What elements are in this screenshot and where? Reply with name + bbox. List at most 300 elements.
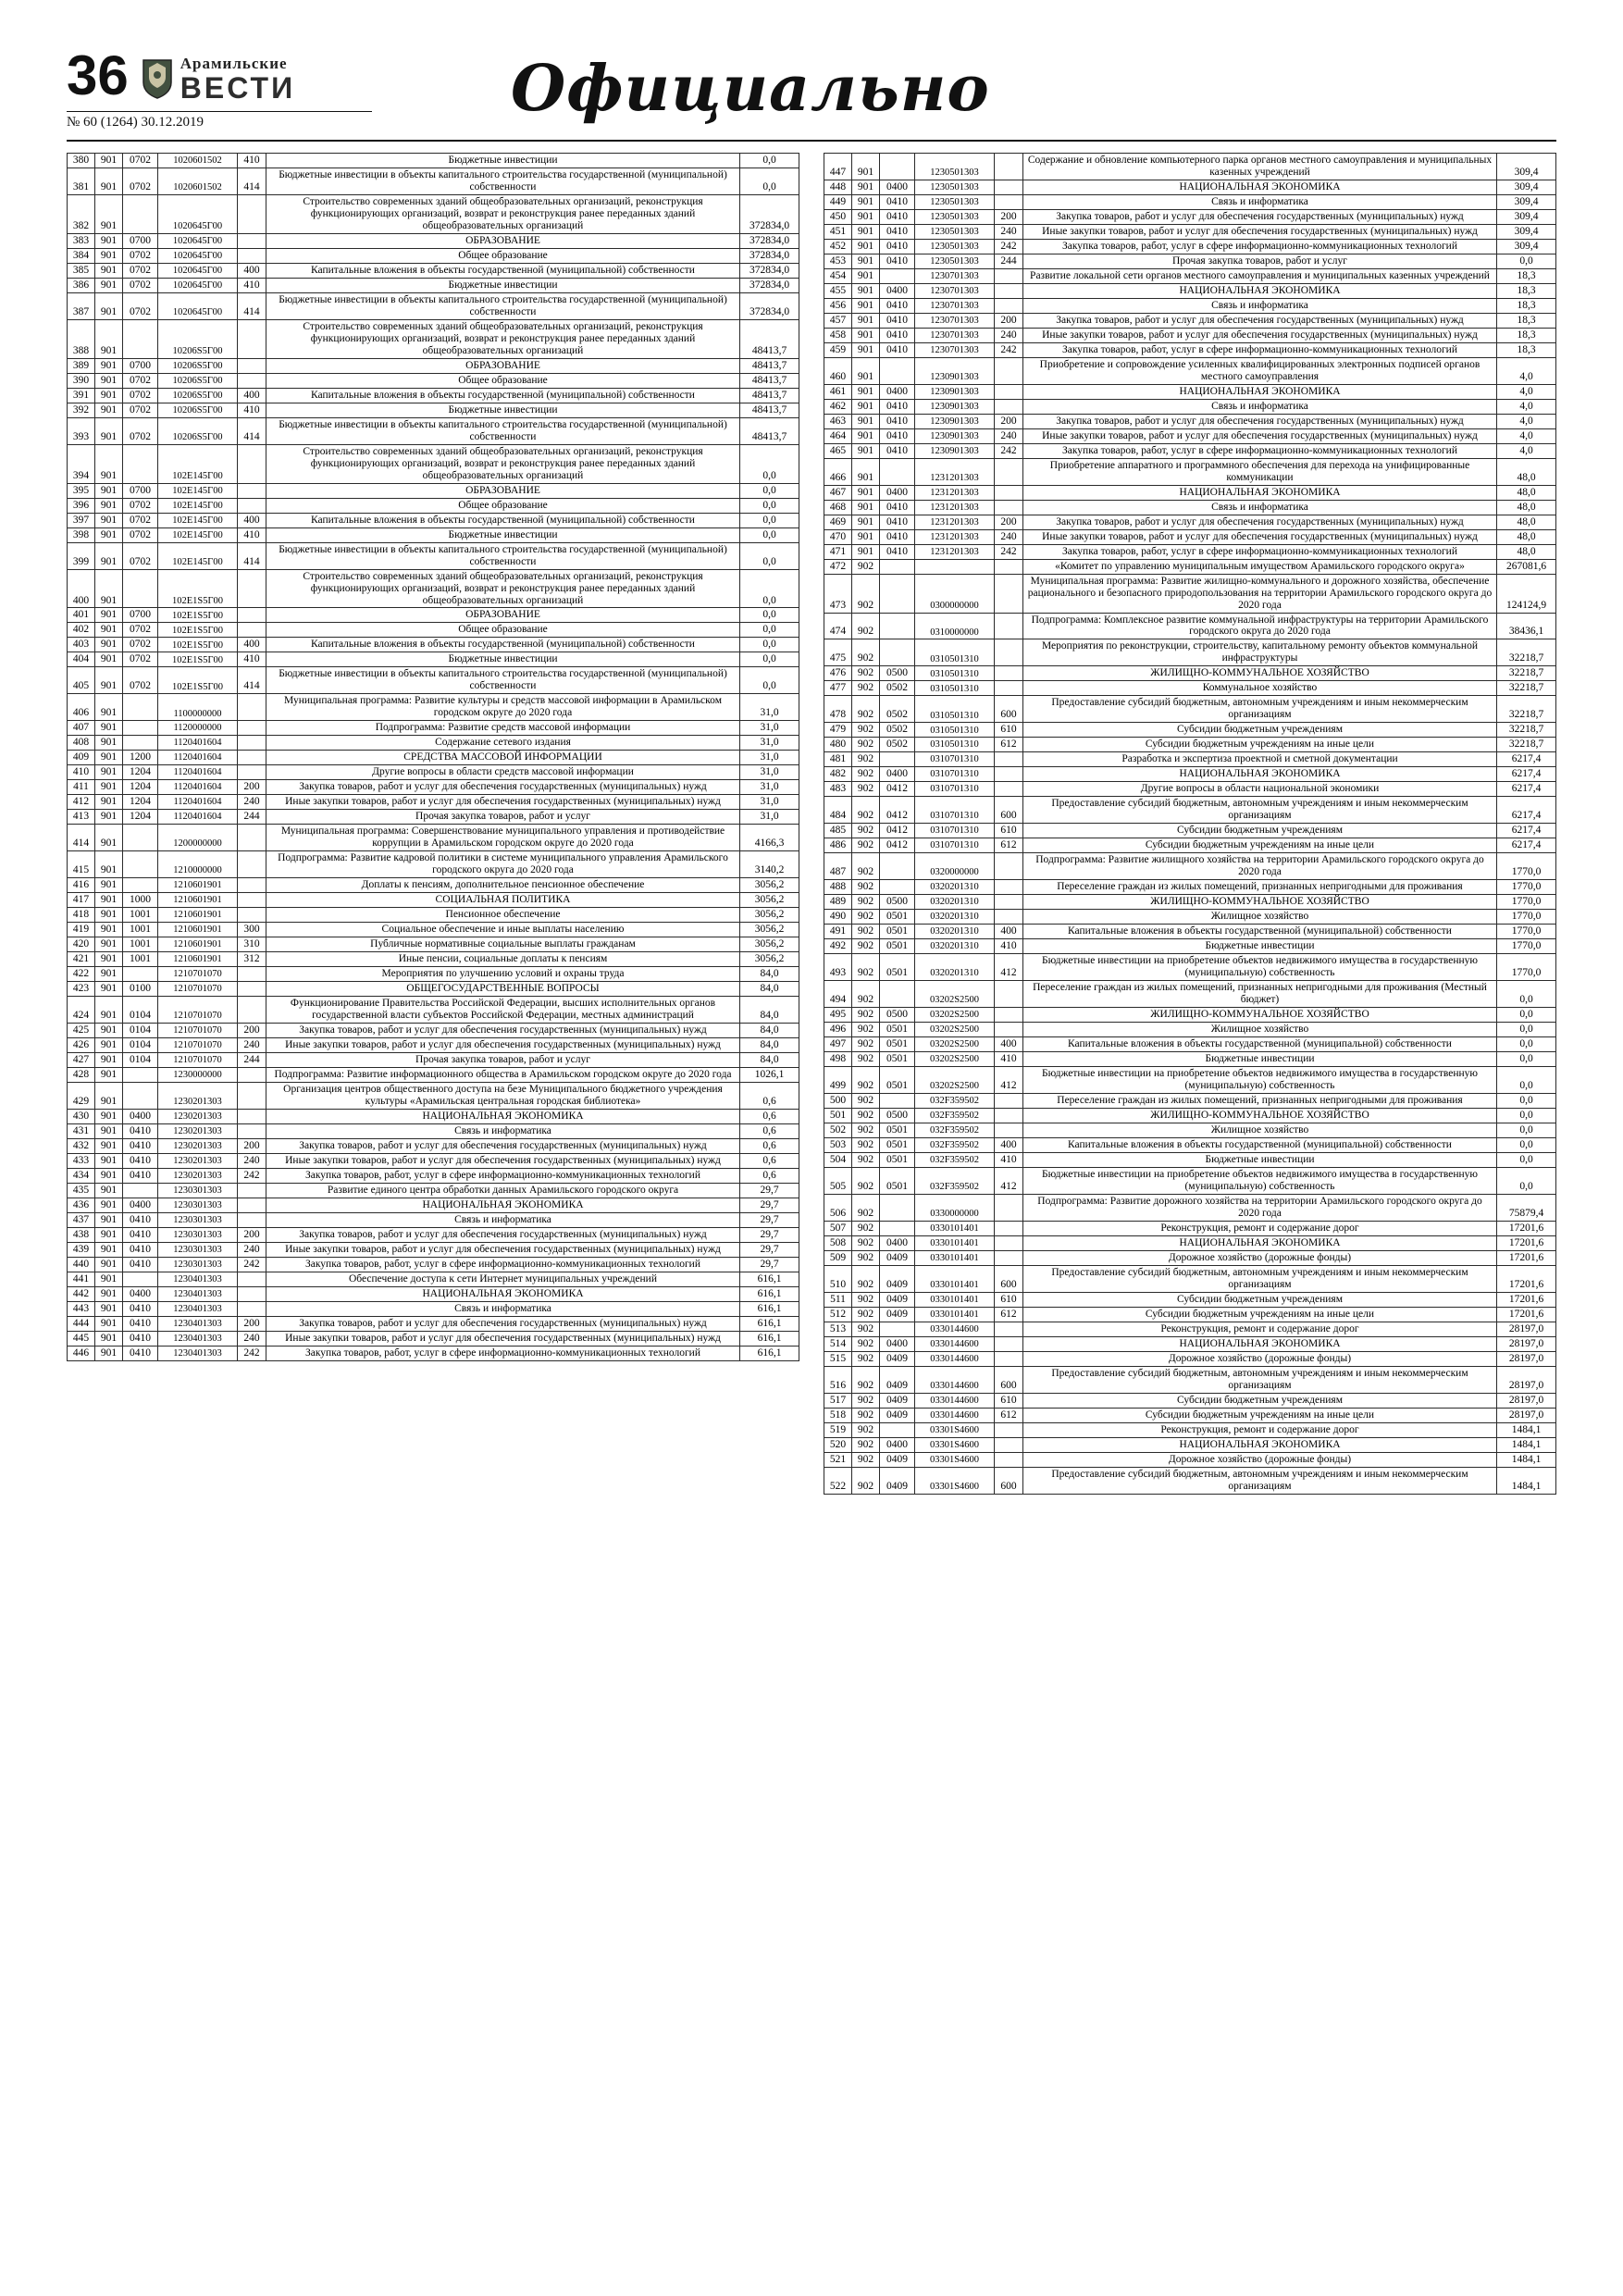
expense-type-cell: [995, 1422, 1023, 1437]
row-number-cell: 489: [824, 895, 852, 910]
amount-cell: 0,0: [740, 154, 799, 168]
section-code-cell: [880, 357, 915, 384]
target-article-cell: 1210701070: [158, 1038, 238, 1053]
target-article-cell: 1210601901: [158, 923, 238, 937]
row-number-cell: 522: [824, 1467, 852, 1494]
expense-name-cell: Бюджетные инвестиции в объекты капитального строительства государственной (муниципальной) собственности: [266, 417, 740, 444]
budget-row: [824, 1467, 1556, 1494]
section-code-cell: 0500: [880, 1108, 915, 1123]
budget-row: [68, 388, 799, 403]
expense-type-cell: [995, 559, 1023, 574]
target-article-cell: 1230901303: [915, 414, 995, 428]
amount-cell: 267081,6: [1497, 559, 1556, 574]
amount-cell: 48413,7: [740, 388, 799, 403]
section-code-cell: 0700: [123, 233, 158, 248]
budget-row: [824, 910, 1556, 925]
amount-cell: 0,0: [1497, 981, 1556, 1008]
amount-cell: 309,4: [1497, 209, 1556, 224]
section-code-cell: [123, 569, 158, 608]
target-article-cell: 1231201303: [915, 544, 995, 559]
grbs-code-cell: 902: [852, 981, 880, 1008]
grbs-code-cell: 902: [852, 1152, 880, 1167]
amount-cell: 309,4: [1497, 154, 1556, 180]
budget-row: [68, 1257, 799, 1272]
grbs-code-cell: 901: [95, 937, 123, 952]
section-code-cell: 0409: [880, 1292, 915, 1307]
section-code-cell: 0410: [123, 1301, 158, 1316]
target-article-cell: 0310701310: [915, 752, 995, 767]
grbs-code-cell: 902: [852, 782, 880, 797]
section-code-cell: 0104: [123, 1053, 158, 1068]
grbs-code-cell: 901: [95, 893, 123, 908]
section-code-cell: 1204: [123, 795, 158, 810]
expense-name-cell: Подпрограмма: Развитие дорожного хозяйства на территории Арамильского городского округа до 2020 года: [1023, 1194, 1497, 1221]
grbs-code-cell: 901: [852, 194, 880, 209]
grbs-code-cell: 901: [95, 1331, 123, 1346]
row-number-cell: 484: [824, 797, 852, 824]
grbs-code-cell: 901: [95, 319, 123, 358]
row-number-cell: 448: [824, 180, 852, 194]
expense-name-cell: ОБРАЗОВАНИЕ: [266, 483, 740, 498]
expense-type-cell: [238, 319, 266, 358]
grbs-code-cell: 902: [852, 1167, 880, 1194]
amount-cell: 6217,4: [1497, 767, 1556, 782]
amount-cell: 31,0: [740, 751, 799, 765]
amount-cell: 0,0: [1497, 1067, 1556, 1094]
expense-type-cell: [995, 1221, 1023, 1235]
expense-type-cell: 200: [995, 313, 1023, 328]
section-code-cell: 0400: [880, 1336, 915, 1351]
grbs-code-cell: 901: [95, 1316, 123, 1331]
budget-row: [824, 384, 1556, 399]
section-code-cell: 0410: [880, 414, 915, 428]
budget-row: [824, 939, 1556, 954]
section-code-cell: 0702: [123, 667, 158, 694]
grbs-code-cell: 901: [852, 384, 880, 399]
target-article-cell: 1120401604: [158, 751, 238, 765]
expense-type-cell: 410: [238, 278, 266, 292]
grbs-code-cell: 902: [852, 613, 880, 639]
row-number-cell: 382: [68, 194, 95, 233]
section-code-cell: 0410: [880, 443, 915, 458]
expense-type-cell: 200: [995, 209, 1023, 224]
expense-type-cell: [995, 1437, 1023, 1452]
grbs-code-cell: 901: [852, 313, 880, 328]
target-article-cell: [915, 559, 995, 574]
grbs-code-cell: 901: [95, 417, 123, 444]
target-article-cell: 03301S4600: [915, 1437, 995, 1452]
expense-type-cell: [238, 1109, 266, 1123]
section-code-cell: 0501: [880, 1037, 915, 1052]
expense-name-cell: Субсидии бюджетным учреждениям: [1023, 1393, 1497, 1408]
grbs-code-cell: 901: [95, 751, 123, 765]
section-code-cell: 1200: [123, 751, 158, 765]
expense-type-cell: 610: [995, 824, 1023, 838]
grbs-code-cell: 901: [95, 1198, 123, 1212]
expense-name-cell: Субсидии бюджетным учреждениям на иные цели: [1023, 1307, 1497, 1322]
row-number-cell: 471: [824, 544, 852, 559]
expense-name-cell: ЖИЛИЩНО-КОММУНАЛЬНОЕ ХОЗЯЙСТВО: [1023, 1108, 1497, 1123]
budget-row: [68, 513, 799, 527]
row-number-cell: 427: [68, 1053, 95, 1068]
budget-row: [824, 1037, 1556, 1052]
target-article-cell: 1230301303: [158, 1183, 238, 1198]
grbs-code-cell: 901: [95, 154, 123, 168]
row-number-cell: 500: [824, 1093, 852, 1108]
target-article-cell: 0330101401: [915, 1221, 995, 1235]
amount-cell: 0,6: [740, 1153, 799, 1168]
expense-type-cell: [238, 1212, 266, 1227]
amount-cell: 616,1: [740, 1316, 799, 1331]
amount-cell: 616,1: [740, 1346, 799, 1360]
grbs-code-cell: 902: [852, 939, 880, 954]
expense-name-cell: Связь и информатика: [1023, 500, 1497, 515]
expense-name-cell: Закупка товаров, работ и услуг для обеспечения государственных (муниципальных) нужд: [1023, 515, 1497, 529]
target-article-cell: 03301S4600: [915, 1422, 995, 1437]
grbs-code-cell: 901: [852, 500, 880, 515]
budget-row: [68, 1331, 799, 1346]
row-number-cell: 383: [68, 233, 95, 248]
row-number-cell: 490: [824, 910, 852, 925]
issue-info: № 60 (1264) 30.12.2019: [67, 111, 372, 130]
grbs-code-cell: 901: [852, 485, 880, 500]
section-code-cell: 0501: [880, 954, 915, 981]
budget-row: [68, 1198, 799, 1212]
row-number-cell: 504: [824, 1152, 852, 1167]
expense-type-cell: 400: [238, 638, 266, 652]
target-article-cell: 1230301303: [158, 1242, 238, 1257]
section-code-cell: 0410: [880, 239, 915, 254]
row-number-cell: 401: [68, 608, 95, 623]
expense-type-cell: [238, 982, 266, 997]
expense-type-cell: 612: [995, 738, 1023, 752]
grbs-code-cell: 901: [95, 694, 123, 721]
target-article-cell: 1210701070: [158, 967, 238, 982]
grbs-code-cell: 901: [95, 542, 123, 569]
expense-name-cell: Иные закупки товаров, работ и услуг для обеспечения государственных (муниципальных) нужд: [1023, 328, 1497, 342]
expense-type-cell: 410: [238, 652, 266, 667]
amount-cell: 0,0: [740, 667, 799, 694]
section-code-cell: [123, 878, 158, 893]
expense-name-cell: Субсидии бюджетным учреждениям: [1023, 824, 1497, 838]
expense-type-cell: 600: [995, 696, 1023, 723]
row-number-cell: 499: [824, 1067, 852, 1094]
budget-row: [824, 613, 1556, 639]
expense-type-cell: [238, 1183, 266, 1198]
expense-name-cell: НАЦИОНАЛЬНАЯ ЭКОНОМИКА: [1023, 180, 1497, 194]
budget-row: [68, 1212, 799, 1227]
amount-cell: 0,6: [740, 1123, 799, 1138]
amount-cell: 0,0: [740, 638, 799, 652]
row-number-cell: 487: [824, 853, 852, 880]
expense-type-cell: [238, 878, 266, 893]
grbs-code-cell: 901: [852, 428, 880, 443]
budget-row: [68, 667, 799, 694]
expense-type-cell: 242: [995, 544, 1023, 559]
amount-cell: 0,0: [740, 483, 799, 498]
section-code-cell: 0104: [123, 1024, 158, 1038]
expense-type-cell: [995, 268, 1023, 283]
section-code-cell: 0702: [123, 417, 158, 444]
amount-cell: 372834,0: [740, 233, 799, 248]
grbs-code-cell: 901: [95, 1301, 123, 1316]
budget-row: [68, 292, 799, 319]
target-article-cell: 0310701310: [915, 767, 995, 782]
target-article-cell: 1100000000: [158, 694, 238, 721]
grbs-code-cell: 901: [95, 825, 123, 851]
expense-name-cell: Закупка товаров, работ и услуг для обеспечения государственных (муниципальных) нужд: [266, 1138, 740, 1153]
expense-name-cell: Связь и информатика: [266, 1212, 740, 1227]
section-code-cell: 1000: [123, 893, 158, 908]
amount-cell: 48,0: [1497, 485, 1556, 500]
row-number-cell: 467: [824, 485, 852, 500]
target-article-cell: 1230201303: [158, 1123, 238, 1138]
section-code-cell: 0400: [123, 1286, 158, 1301]
budget-row: [824, 723, 1556, 738]
grbs-code-cell: 901: [852, 283, 880, 298]
amount-cell: 48,0: [1497, 458, 1556, 485]
grbs-code-cell: 901: [95, 388, 123, 403]
section-code-cell: 1001: [123, 908, 158, 923]
amount-cell: 29,7: [740, 1242, 799, 1257]
grbs-code-cell: 902: [852, 880, 880, 895]
expense-name-cell: Организация центров общественного доступа на безе Муниципального бюджетного учреждения культуры «Арамильская центральная городская библиотека»: [266, 1082, 740, 1109]
amount-cell: 372834,0: [740, 263, 799, 278]
expense-type-cell: 244: [995, 254, 1023, 268]
row-number-cell: 433: [68, 1153, 95, 1168]
expense-name-cell: НАЦИОНАЛЬНАЯ ЭКОНОМИКА: [1023, 1235, 1497, 1250]
budget-row: [824, 1265, 1556, 1292]
budget-row: [824, 1052, 1556, 1067]
amount-cell: 18,3: [1497, 268, 1556, 283]
grbs-code-cell: 901: [95, 194, 123, 233]
row-number-cell: 406: [68, 694, 95, 721]
grbs-code-cell: 901: [95, 982, 123, 997]
amount-cell: 6217,4: [1497, 797, 1556, 824]
expense-name-cell: НАЦИОНАЛЬНАЯ ЭКОНОМИКА: [266, 1286, 740, 1301]
target-article-cell: 1210701070: [158, 1024, 238, 1038]
section-code-cell: 0410: [880, 209, 915, 224]
expense-name-cell: Иные закупки товаров, работ и услуг для обеспечения государственных (муниципальных) нужд: [266, 1153, 740, 1168]
expense-type-cell: [995, 1093, 1023, 1108]
amount-cell: 4,0: [1497, 399, 1556, 414]
amount-cell: 18,3: [1497, 283, 1556, 298]
amount-cell: 0,0: [740, 608, 799, 623]
amount-cell: 1770,0: [1497, 939, 1556, 954]
amount-cell: 3056,2: [740, 908, 799, 923]
amount-cell: 32218,7: [1497, 723, 1556, 738]
section-code-cell: [123, 967, 158, 982]
expense-name-cell: Капитальные вложения в объекты государственной (муниципальной) собственности: [266, 638, 740, 652]
row-number-cell: 472: [824, 559, 852, 574]
budget-row: [824, 1408, 1556, 1422]
row-number-cell: 384: [68, 248, 95, 263]
section-code-cell: [880, 853, 915, 880]
section-code-cell: [123, 694, 158, 721]
row-number-cell: 395: [68, 483, 95, 498]
section-code-cell: 0104: [123, 997, 158, 1024]
target-article-cell: 1230201303: [158, 1109, 238, 1123]
budget-row: [68, 1301, 799, 1316]
budget-row: [824, 209, 1556, 224]
budget-row: [68, 1316, 799, 1331]
expense-type-cell: [238, 997, 266, 1024]
expense-name-cell: Субсидии бюджетным учреждениям: [1023, 1292, 1497, 1307]
row-number-cell: 436: [68, 1198, 95, 1212]
budget-row: [68, 1024, 799, 1038]
target-article-cell: 0330144600: [915, 1336, 995, 1351]
expense-name-cell: Бюджетные инвестиции на приобретение объектов недвижимого имущества в государственную (муниципальную) собственность: [1023, 954, 1497, 981]
expense-name-cell: НАЦИОНАЛЬНАЯ ЭКОНОМИКА: [1023, 1437, 1497, 1452]
amount-cell: 0,0: [740, 444, 799, 483]
grbs-code-cell: 901: [95, 1257, 123, 1272]
amount-cell: 48413,7: [740, 417, 799, 444]
expense-type-cell: [238, 569, 266, 608]
budget-row: [68, 542, 799, 569]
coat-of-arms-icon: [142, 58, 173, 99]
newspaper-logo: [142, 49, 295, 103]
grbs-code-cell: 902: [852, 1366, 880, 1393]
target-article-cell: 10206S5Г00: [158, 388, 238, 403]
grbs-code-cell: 902: [852, 738, 880, 752]
target-article-cell: 1020645Г00: [158, 248, 238, 263]
amount-cell: 31,0: [740, 694, 799, 721]
amount-cell: 84,0: [740, 1024, 799, 1038]
expense-name-cell: Предоставление субсидий бюджетным, автономным учреждениям и иным некоммерческим организациям: [1023, 1366, 1497, 1393]
row-number-cell: 404: [68, 652, 95, 667]
expense-name-cell: Другие вопросы в области национальной экономики: [1023, 782, 1497, 797]
grbs-code-cell: 901: [852, 268, 880, 283]
amount-cell: 48,0: [1497, 544, 1556, 559]
budget-row: [824, 782, 1556, 797]
expense-type-cell: 414: [238, 292, 266, 319]
section-code-cell: 0410: [123, 1316, 158, 1331]
budget-row: [824, 1437, 1556, 1452]
expense-name-cell: Муниципальная программа: Развитие жилищно-коммунального и дорожного хозяйства, обеспечение рационального и безопасного природопользования на территории Арамильского городского округа до 2020 года: [1023, 574, 1497, 613]
target-article-cell: 1120401604: [158, 780, 238, 795]
expense-name-cell: «Комитет по управлению муниципальным имуществом Арамильского городского округа»: [1023, 559, 1497, 574]
expense-type-cell: [995, 1023, 1023, 1037]
budget-row: [824, 838, 1556, 853]
row-number-cell: 442: [68, 1286, 95, 1301]
amount-cell: 3140,2: [740, 851, 799, 878]
row-number-cell: 399: [68, 542, 95, 569]
amount-cell: 17201,6: [1497, 1235, 1556, 1250]
target-article-cell: 1230701303: [915, 268, 995, 283]
budget-row: [68, 851, 799, 878]
grbs-code-cell: 902: [852, 838, 880, 853]
grbs-code-cell: 901: [95, 513, 123, 527]
row-number-cell: 481: [824, 752, 852, 767]
target-article-cell: 1230301303: [158, 1212, 238, 1227]
expense-type-cell: [995, 880, 1023, 895]
expense-type-cell: [238, 608, 266, 623]
section-code-cell: [880, 1422, 915, 1437]
section-code-cell: 0702: [123, 278, 158, 292]
expense-name-cell: ЖИЛИЩНО-КОММУНАЛЬНОЕ ХОЗЯЙСТВО: [1023, 666, 1497, 681]
section-code-cell: 0410: [880, 298, 915, 313]
row-number-cell: 417: [68, 893, 95, 908]
budget-row: [824, 428, 1556, 443]
row-number-cell: 418: [68, 908, 95, 923]
target-article-cell: 0320201310: [915, 880, 995, 895]
target-article-cell: 1230501303: [915, 224, 995, 239]
expense-name-cell: Мероприятия по улучшению условий и охраны труда: [266, 967, 740, 982]
budget-row: [824, 414, 1556, 428]
expense-type-cell: [995, 384, 1023, 399]
section-code-cell: 0410: [880, 313, 915, 328]
budget-row: [824, 443, 1556, 458]
amount-cell: 48413,7: [740, 373, 799, 388]
budget-row: [68, 1123, 799, 1138]
expense-name-cell: Закупка товаров, работ, услуг в сфере информационно-коммуникационных технологий: [266, 1168, 740, 1183]
section-code-cell: [880, 880, 915, 895]
expense-name-cell: Иные пенсии, социальные доплаты к пенсиям: [266, 952, 740, 967]
expense-name-cell: Реконструкция, ремонт и содержание дорог: [1023, 1422, 1497, 1437]
expense-type-cell: 610: [995, 1393, 1023, 1408]
grbs-code-cell: 901: [95, 248, 123, 263]
grbs-code-cell: 901: [95, 997, 123, 1024]
section-code-cell: [880, 559, 915, 574]
page-number: 36: [67, 44, 129, 106]
expense-type-cell: 400: [238, 513, 266, 527]
section-code-cell: 0702: [123, 248, 158, 263]
expense-type-cell: [238, 233, 266, 248]
expense-type-cell: [995, 666, 1023, 681]
budget-row: [824, 1194, 1556, 1221]
expense-name-cell: Бюджетные инвестиции: [1023, 1052, 1497, 1067]
expense-name-cell: Прочая закупка товаров, работ и услуг: [266, 1053, 740, 1068]
target-article-cell: 0320000000: [915, 853, 995, 880]
section-code-cell: 0702: [123, 513, 158, 527]
row-number-cell: 416: [68, 878, 95, 893]
grbs-code-cell: 902: [852, 1408, 880, 1422]
expense-type-cell: 240: [238, 1153, 266, 1168]
target-article-cell: 1210701070: [158, 997, 238, 1024]
budget-row: [824, 313, 1556, 328]
row-number-cell: 502: [824, 1123, 852, 1137]
amount-cell: 6217,4: [1497, 752, 1556, 767]
amount-cell: 0,6: [740, 1082, 799, 1109]
expense-type-cell: 240: [995, 224, 1023, 239]
row-number-cell: 387: [68, 292, 95, 319]
target-article-cell: 1231201303: [915, 485, 995, 500]
section-code-cell: 1001: [123, 952, 158, 967]
amount-cell: 1770,0: [1497, 880, 1556, 895]
amount-cell: 372834,0: [740, 194, 799, 233]
row-number-cell: 501: [824, 1108, 852, 1123]
section-code-cell: 0410: [123, 1138, 158, 1153]
grbs-code-cell: 901: [95, 1109, 123, 1123]
expense-type-cell: 310: [238, 937, 266, 952]
budget-row: [68, 527, 799, 542]
grbs-code-cell: 901: [852, 515, 880, 529]
budget-row: [824, 194, 1556, 209]
row-number-cell: 465: [824, 443, 852, 458]
expense-type-cell: [238, 721, 266, 736]
amount-cell: 28197,0: [1497, 1351, 1556, 1366]
target-article-cell: 0330101401: [915, 1265, 995, 1292]
row-number-cell: 485: [824, 824, 852, 838]
expense-type-cell: 412: [995, 1067, 1023, 1094]
budget-row: [68, 982, 799, 997]
expense-name-cell: Закупка товаров, работ и услуг для обеспечения государственных (муниципальных) нужд: [1023, 209, 1497, 224]
expense-name-cell: Предоставление субсидий бюджетным, автономным учреждениям и иным некоммерческим организациям: [1023, 1467, 1497, 1494]
grbs-code-cell: 901: [95, 1227, 123, 1242]
amount-cell: 372834,0: [740, 292, 799, 319]
row-number-cell: 400: [68, 569, 95, 608]
target-article-cell: 1210601901: [158, 908, 238, 923]
